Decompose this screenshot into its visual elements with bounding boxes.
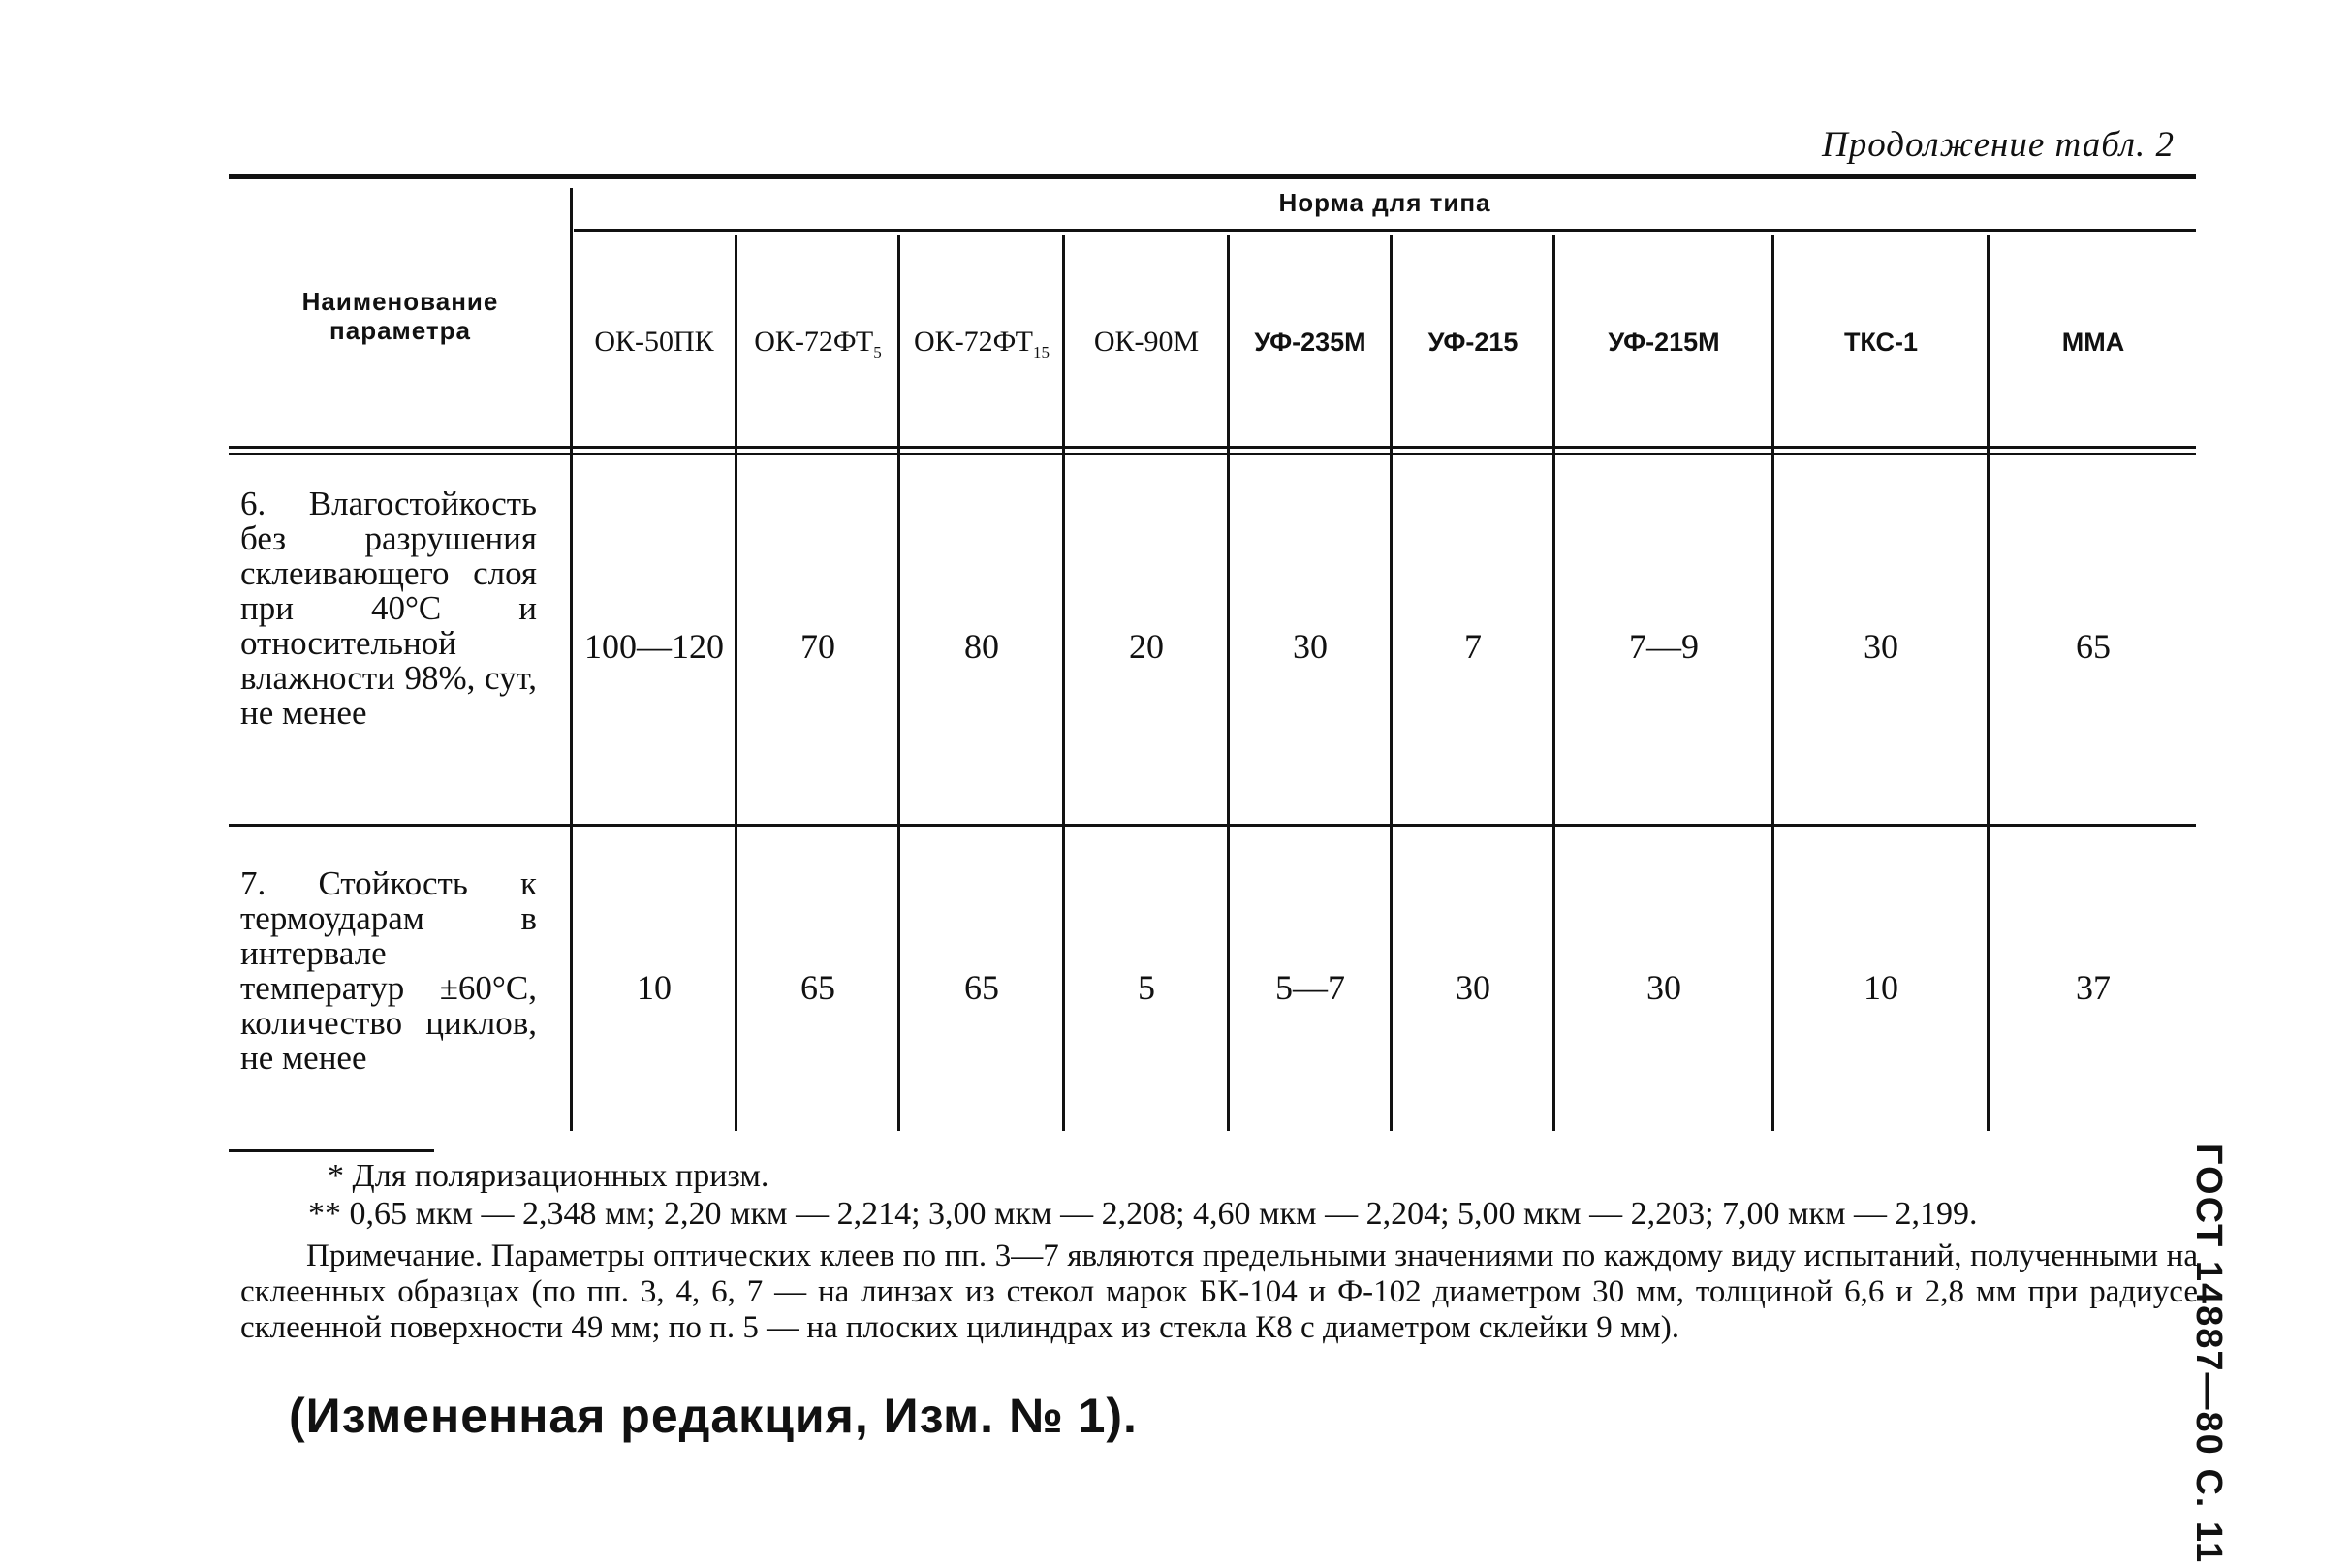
footnote: ** 0,65 мкм — 2,348 мм; 2,20 мкм — 2,214; 3,00 мкм — 2,208; 4,60 мкм — 2,204; 5,00 мкм — 2,203; 7,00 мкм — 2,199. <box>308 1196 1978 1232</box>
table-cell: 30 <box>1293 627 1328 666</box>
table-cell: 37 <box>2076 968 2111 1007</box>
param-column-header: Наименование параметра <box>301 287 499 345</box>
table-cell: 100—120 <box>584 627 724 666</box>
table-cell: 65 <box>2076 627 2111 666</box>
column-header: ОК-50ПК <box>594 326 714 358</box>
header-bottom-rule-2 <box>229 453 2196 455</box>
table-cell: 20 <box>1129 627 1164 666</box>
table-note: Примечание. Параметры оптических клеев по пп. 3—7 являются предельными значениями по каждому виду испытаний, полученными на склеенных образцах (по пп. 3, 4, 6, 7 — на линзах из стекол марок БК-104 и Ф-102 диаметром 30 мм, толщиной 6,6 и 2,8 мм при радиусе склеенной поверхности 49 мм; по п. 5 — на плоских цилиндрах из стекла К8 с диаметром склейки 9 мм). <box>240 1239 2198 1345</box>
table-cell: 7—9 <box>1629 627 1699 666</box>
table-cell: 30 <box>1646 968 1681 1007</box>
row-parameter: 7. Стойкость к термоударам в интервале температур ±60°С, количество циклов, не менее <box>240 864 537 1077</box>
column-header: ММА <box>2061 328 2125 357</box>
column-header: $ОК-72ФТ_{15}$ <box>914 326 1050 361</box>
table-cell: 65 <box>800 968 835 1007</box>
table-cell: 30 <box>1456 968 1490 1007</box>
table-continuation-label: Продолжение табл. 2 <box>1822 125 2176 165</box>
param-column-rule <box>570 188 573 1131</box>
table-cell: 65 <box>964 968 999 1007</box>
column-rule <box>1987 235 1990 1131</box>
column-header: ОК-90М <box>1093 326 1200 358</box>
norm-header-rule <box>574 229 2196 232</box>
header-bottom-rule-1 <box>229 446 2196 449</box>
column-header: ТКС-1 <box>1843 328 1919 357</box>
table-cell: 7 <box>1464 627 1482 666</box>
column-rule <box>1390 235 1393 1131</box>
column-rule <box>1227 235 1230 1131</box>
table-cell: 80 <box>964 627 999 666</box>
edition-note: (Измененная редакция, Изм. № 1). <box>289 1389 1138 1443</box>
column-header: $ОК-72ФТ_5$ <box>754 326 882 361</box>
column-header: УФ-215М <box>1608 328 1720 357</box>
table-cell: 70 <box>800 627 835 666</box>
column-header: УФ-215 <box>1427 328 1519 357</box>
column-rule <box>1062 235 1065 1131</box>
footnote-rule <box>229 1149 434 1152</box>
row-divider <box>229 824 2196 827</box>
column-rule <box>1771 235 1774 1131</box>
column-rule <box>1552 235 1555 1131</box>
table-cell: 5 <box>1138 968 1155 1007</box>
column-rule <box>897 235 900 1131</box>
footnote: * Для поляризационных призм. <box>328 1158 769 1194</box>
column-header: УФ-235М <box>1254 328 1366 357</box>
table-cell: 10 <box>637 968 672 1007</box>
table-top-rule <box>229 174 2196 179</box>
table-cell: 10 <box>1864 968 1898 1007</box>
table-cell: 30 <box>1864 627 1898 666</box>
column-rule <box>735 235 737 1131</box>
table-cell: 5—7 <box>1275 968 1345 1007</box>
page-side-label: ГОСТ 14887—80 С. 11 <box>2188 1144 2229 1565</box>
norm-column-header: Норма для типа <box>1278 188 1491 217</box>
row-parameter: 6. Влагостойкость без разрушения склеивающего слоя при 40°С и относительной влажности 98%, сут, не менее <box>240 485 537 732</box>
